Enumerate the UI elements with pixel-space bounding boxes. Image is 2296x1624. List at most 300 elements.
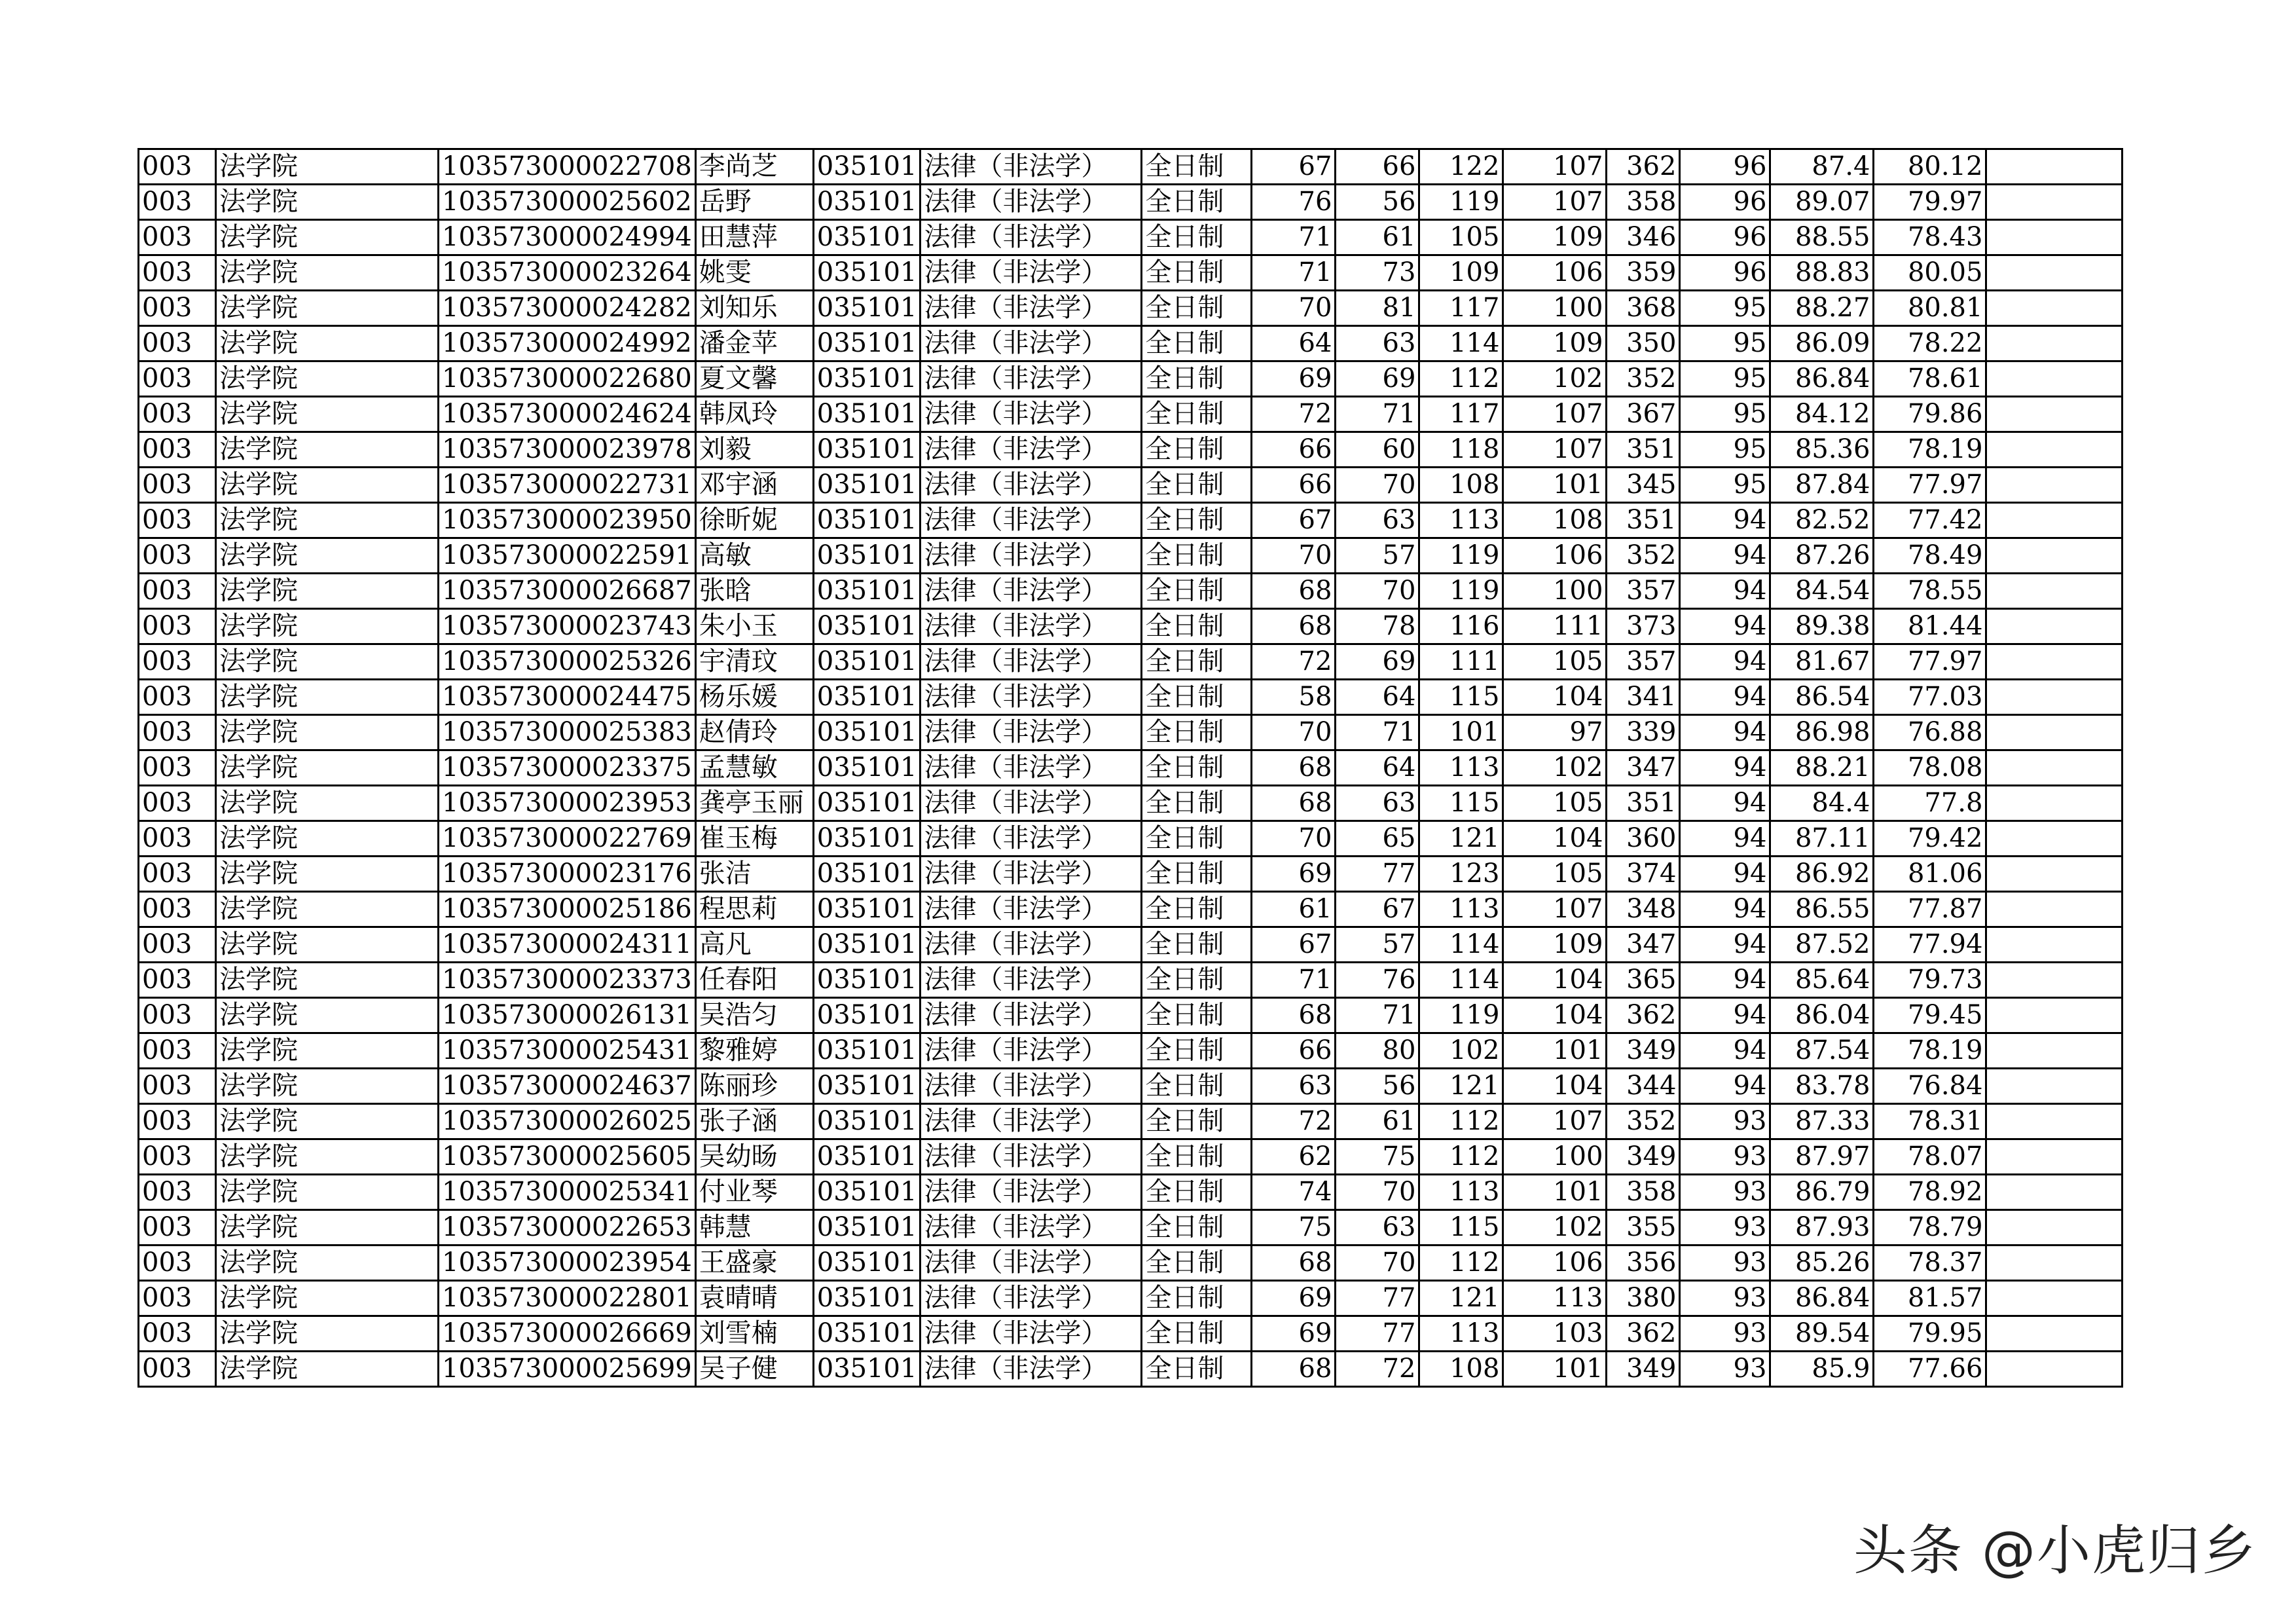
- table-cell: 法学院: [216, 609, 439, 644]
- table-cell: 035101: [813, 680, 920, 715]
- table-cell: 法学院: [216, 715, 439, 750]
- table-cell: 347: [1607, 750, 1680, 786]
- table-cell: 法学院: [216, 821, 439, 857]
- table-cell: 106: [1503, 1246, 1607, 1281]
- table-cell: 103573000022591: [439, 538, 696, 574]
- table-cell: 67: [1252, 927, 1336, 963]
- table-cell-empty: [1986, 1104, 2123, 1139]
- table-cell: 张子涵: [695, 1104, 813, 1139]
- table-cell: 姚雯: [695, 255, 813, 291]
- table-cell: 77.94: [1874, 927, 1986, 963]
- table-cell: 003: [139, 1210, 216, 1246]
- table-row: [139, 1352, 2123, 1387]
- table-cell: 88.83: [1770, 255, 1874, 291]
- table-cell: 93: [1680, 1352, 1770, 1387]
- table-row: [139, 1281, 2123, 1316]
- table-cell: 003: [139, 1281, 216, 1316]
- table-cell-empty: [1986, 1175, 2123, 1210]
- table-cell: 103573000024282: [439, 291, 696, 326]
- table-cell: 69: [1252, 361, 1336, 397]
- table-cell: 法学院: [216, 892, 439, 927]
- table-cell: 035101: [813, 468, 920, 503]
- table-cell: 103573000022801: [439, 1281, 696, 1316]
- table-cell: 102: [1503, 361, 1607, 397]
- table-cell: 119: [1419, 998, 1503, 1033]
- table-cell: 全日制: [1142, 644, 1252, 680]
- table-cell: 70: [1336, 468, 1419, 503]
- table-row: [139, 185, 2123, 220]
- table-cell-empty: [1986, 644, 2123, 680]
- table-cell-empty: [1986, 998, 2123, 1033]
- table-cell: 全日制: [1142, 927, 1252, 963]
- table-cell: 邓宇涵: [695, 468, 813, 503]
- table-row: [139, 1316, 2123, 1352]
- table-row: [139, 786, 2123, 821]
- table-cell: 法学院: [216, 574, 439, 609]
- table-row: [139, 821, 2123, 857]
- table-cell: 72: [1252, 644, 1336, 680]
- table-cell: 035101: [813, 397, 920, 432]
- table-cell: 法学院: [216, 927, 439, 963]
- table-cell: 003: [139, 574, 216, 609]
- table-cell: 035101: [813, 185, 920, 220]
- table-cell: 法律（非法学）: [920, 1352, 1142, 1387]
- table-cell: 035101: [813, 326, 920, 361]
- table-cell-empty: [1986, 255, 2123, 291]
- table-cell: 94: [1680, 927, 1770, 963]
- table-cell: 104: [1503, 1069, 1607, 1104]
- table-cell: 94: [1680, 963, 1770, 998]
- table-cell: 87.11: [1770, 821, 1874, 857]
- table-cell: 法学院: [216, 326, 439, 361]
- table-cell: 108: [1503, 503, 1607, 538]
- table-cell: 法律（非法学）: [920, 468, 1142, 503]
- table-cell: 刘雪楠: [695, 1316, 813, 1352]
- table-cell: 103573000023954: [439, 1246, 696, 1281]
- table-cell: 103573000025383: [439, 715, 696, 750]
- table-cell: 86.54: [1770, 680, 1874, 715]
- table-cell: 84.54: [1770, 574, 1874, 609]
- table-cell: 103573000025699: [439, 1352, 696, 1387]
- table-cell: 全日制: [1142, 149, 1252, 185]
- table-cell: 95: [1680, 361, 1770, 397]
- table-cell: 351: [1607, 432, 1680, 468]
- table-cell: 77.8: [1874, 786, 1986, 821]
- table-cell: 114: [1419, 326, 1503, 361]
- table-cell: 93: [1680, 1139, 1770, 1175]
- table-cell: 62: [1252, 1139, 1336, 1175]
- table-cell: 法学院: [216, 1175, 439, 1210]
- table-cell: 103573000022708: [439, 149, 696, 185]
- table-cell: 035101: [813, 255, 920, 291]
- table-cell: 龚亭玉丽: [695, 786, 813, 821]
- table-cell: 徐昕妮: [695, 503, 813, 538]
- table-cell: 035101: [813, 1033, 920, 1069]
- table-cell: 法律（非法学）: [920, 1281, 1142, 1316]
- table-cell: 79.45: [1874, 998, 1986, 1033]
- table-cell: 003: [139, 255, 216, 291]
- table-cell: 035101: [813, 1104, 920, 1139]
- table-cell: 035101: [813, 821, 920, 857]
- table-cell: 85.9: [1770, 1352, 1874, 1387]
- table-row: [139, 397, 2123, 432]
- table-cell-empty: [1986, 538, 2123, 574]
- table-cell: 法律（非法学）: [920, 503, 1142, 538]
- table-cell: 107: [1503, 1104, 1607, 1139]
- table-cell: 法律（非法学）: [920, 786, 1142, 821]
- table-cell: 003: [139, 998, 216, 1033]
- table-cell: 035101: [813, 609, 920, 644]
- table-cell: 357: [1607, 574, 1680, 609]
- table-cell: 94: [1680, 503, 1770, 538]
- table-cell: 66: [1252, 432, 1336, 468]
- table-cell-empty: [1986, 503, 2123, 538]
- table-row: [139, 1246, 2123, 1281]
- table-cell: 103573000022731: [439, 468, 696, 503]
- table-cell: 81.06: [1874, 857, 1986, 892]
- table-cell: 79.42: [1874, 821, 1986, 857]
- table-cell-empty: [1986, 1033, 2123, 1069]
- table-cell: 85.64: [1770, 963, 1874, 998]
- table-cell: 035101: [813, 291, 920, 326]
- table-cell: 94: [1680, 857, 1770, 892]
- watermark: 头条 @小虎归乡: [1853, 1520, 2257, 1582]
- table-cell: 93: [1680, 1246, 1770, 1281]
- table-cell-empty: [1986, 185, 2123, 220]
- table-cell: 87.33: [1770, 1104, 1874, 1139]
- table-cell: 全日制: [1142, 1210, 1252, 1246]
- table-cell: 87.93: [1770, 1210, 1874, 1246]
- table-cell: 全日制: [1142, 1246, 1252, 1281]
- table-row: [139, 291, 2123, 326]
- table-cell: 349: [1607, 1033, 1680, 1069]
- table-cell: 78.07: [1874, 1139, 1986, 1175]
- table-row: [139, 1033, 2123, 1069]
- table-cell: 101: [1503, 1352, 1607, 1387]
- table-cell: 法学院: [216, 1139, 439, 1175]
- table-cell: 李尚芝: [695, 149, 813, 185]
- table-cell: 法律（非法学）: [920, 927, 1142, 963]
- table-cell: 法律（非法学）: [920, 361, 1142, 397]
- table-cell: 035101: [813, 1281, 920, 1316]
- table-cell: 109: [1419, 255, 1503, 291]
- table-cell-empty: [1986, 149, 2123, 185]
- table-cell: 100: [1503, 574, 1607, 609]
- table-cell: 119: [1419, 574, 1503, 609]
- table-cell: 339: [1607, 715, 1680, 750]
- table-cell: 106: [1503, 538, 1607, 574]
- table-cell: 104: [1503, 821, 1607, 857]
- table-cell: 112: [1419, 1246, 1503, 1281]
- table-cell: 108: [1419, 468, 1503, 503]
- table-cell: 109: [1503, 220, 1607, 255]
- table-cell: 341: [1607, 680, 1680, 715]
- table-cell: 107: [1503, 432, 1607, 468]
- table-cell: 003: [139, 609, 216, 644]
- table-cell: 94: [1680, 609, 1770, 644]
- table-row: [139, 927, 2123, 963]
- table-cell: 346: [1607, 220, 1680, 255]
- table-cell: 56: [1336, 1069, 1419, 1104]
- table-row: [139, 998, 2123, 1033]
- table-cell: 全日制: [1142, 1069, 1252, 1104]
- table-cell-empty: [1986, 291, 2123, 326]
- table-cell: 96: [1680, 220, 1770, 255]
- table-cell: 105: [1503, 644, 1607, 680]
- table-cell: 78.61: [1874, 361, 1986, 397]
- table-cell: 58: [1252, 680, 1336, 715]
- table-cell: 刘毅: [695, 432, 813, 468]
- table-cell: 94: [1680, 574, 1770, 609]
- table-cell: 035101: [813, 1246, 920, 1281]
- table-cell: 88.55: [1770, 220, 1874, 255]
- table-cell: 113: [1503, 1281, 1607, 1316]
- table-cell: 付业琴: [695, 1175, 813, 1210]
- table-cell: 003: [139, 715, 216, 750]
- table-cell: 87.97: [1770, 1139, 1874, 1175]
- table-cell: 035101: [813, 963, 920, 998]
- table-cell-empty: [1986, 927, 2123, 963]
- table-cell-empty: [1986, 1316, 2123, 1352]
- table-cell: 360: [1607, 821, 1680, 857]
- table-cell: 全日制: [1142, 432, 1252, 468]
- table-cell: 任春阳: [695, 963, 813, 998]
- table-cell: 全日制: [1142, 1281, 1252, 1316]
- table-cell: 107: [1503, 892, 1607, 927]
- table-cell: 71: [1336, 715, 1419, 750]
- table-cell: 79.73: [1874, 963, 1986, 998]
- table-cell: 法律（非法学）: [920, 715, 1142, 750]
- table-cell: 法学院: [216, 1352, 439, 1387]
- table-cell: 法学院: [216, 1104, 439, 1139]
- table-cell: 103573000026687: [439, 574, 696, 609]
- table-cell: 全日制: [1142, 609, 1252, 644]
- table-cell: 86.79: [1770, 1175, 1874, 1210]
- table-cell: 63: [1336, 503, 1419, 538]
- table-cell: 003: [139, 857, 216, 892]
- table-cell: 70: [1252, 715, 1336, 750]
- table-cell: 035101: [813, 786, 920, 821]
- table-cell: 115: [1419, 1210, 1503, 1246]
- table-cell: 87.4: [1770, 149, 1874, 185]
- table-cell: 全日制: [1142, 1352, 1252, 1387]
- table-cell: 78.43: [1874, 220, 1986, 255]
- table-cell: 法律（非法学）: [920, 750, 1142, 786]
- table-cell: 全日制: [1142, 1316, 1252, 1352]
- table-cell: 86.84: [1770, 361, 1874, 397]
- table-cell: 黎雅婷: [695, 1033, 813, 1069]
- table-cell: 夏文馨: [695, 361, 813, 397]
- table-cell: 法律（非法学）: [920, 680, 1142, 715]
- table-cell: 68: [1252, 998, 1336, 1033]
- table-cell: 105: [1503, 857, 1607, 892]
- table-cell: 法律（非法学）: [920, 185, 1142, 220]
- table-cell: 035101: [813, 644, 920, 680]
- table-cell: 全日制: [1142, 1175, 1252, 1210]
- table-cell: 87.52: [1770, 927, 1874, 963]
- table-cell: 96: [1680, 255, 1770, 291]
- table-cell: 69: [1252, 1281, 1336, 1316]
- table-cell: 122: [1419, 149, 1503, 185]
- table-cell: 81.57: [1874, 1281, 1986, 1316]
- table-cell: 121: [1419, 1069, 1503, 1104]
- table-cell: 103573000026669: [439, 1316, 696, 1352]
- table-cell: 003: [139, 1033, 216, 1069]
- table-cell: 法律（非法学）: [920, 644, 1142, 680]
- table-cell: 035101: [813, 361, 920, 397]
- table-cell: 104: [1503, 680, 1607, 715]
- table-cell: 64: [1336, 750, 1419, 786]
- table-cell-empty: [1986, 220, 2123, 255]
- table-cell: 95: [1680, 291, 1770, 326]
- table-row: [139, 857, 2123, 892]
- table-cell: 63: [1336, 1210, 1419, 1246]
- table-cell: 112: [1419, 361, 1503, 397]
- table-cell: 358: [1607, 185, 1680, 220]
- table-cell: 94: [1680, 715, 1770, 750]
- table-cell: 86.09: [1770, 326, 1874, 361]
- table-cell: 345: [1607, 468, 1680, 503]
- table-row: [139, 963, 2123, 998]
- table-cell: 75: [1252, 1210, 1336, 1246]
- table-cell: 79.86: [1874, 397, 1986, 432]
- table-cell: 117: [1419, 291, 1503, 326]
- table-cell: 法学院: [216, 963, 439, 998]
- table-cell: 法学院: [216, 680, 439, 715]
- table-cell: 75: [1336, 1139, 1419, 1175]
- table-cell: 95: [1680, 432, 1770, 468]
- table-cell: 全日制: [1142, 468, 1252, 503]
- table-cell: 64: [1336, 680, 1419, 715]
- table-cell: 法律（非法学）: [920, 255, 1142, 291]
- table-cell: 003: [139, 291, 216, 326]
- table-cell: 法律（非法学）: [920, 821, 1142, 857]
- table-cell: 003: [139, 1246, 216, 1281]
- table-cell: 法律（非法学）: [920, 963, 1142, 998]
- table-cell: 035101: [813, 998, 920, 1033]
- table-cell-empty: [1986, 1210, 2123, 1246]
- table-cell: 117: [1419, 397, 1503, 432]
- table-cell: 78.49: [1874, 538, 1986, 574]
- table-cell: 68: [1252, 609, 1336, 644]
- table-cell: 法学院: [216, 1246, 439, 1281]
- table-cell: 108: [1419, 1352, 1503, 1387]
- table-cell-empty: [1986, 432, 2123, 468]
- table-row: [139, 892, 2123, 927]
- table-cell: 86.92: [1770, 857, 1874, 892]
- table-cell: 94: [1680, 680, 1770, 715]
- table-cell-empty: [1986, 963, 2123, 998]
- table-cell: 57: [1336, 538, 1419, 574]
- table-cell: 88.27: [1770, 291, 1874, 326]
- table-cell: 张晗: [695, 574, 813, 609]
- table-cell: 全日制: [1142, 503, 1252, 538]
- table-cell: 法律（非法学）: [920, 1139, 1142, 1175]
- table-cell: 103573000024624: [439, 397, 696, 432]
- table-cell: 78.55: [1874, 574, 1986, 609]
- table-cell: 103573000023743: [439, 609, 696, 644]
- table-cell-empty: [1986, 715, 2123, 750]
- table-cell: 法律（非法学）: [920, 1210, 1142, 1246]
- table-cell: 106: [1503, 255, 1607, 291]
- table-cell: 100: [1503, 291, 1607, 326]
- table-cell: 101: [1503, 468, 1607, 503]
- table-cell: 359: [1607, 255, 1680, 291]
- table-cell: 362: [1607, 149, 1680, 185]
- table-cell: 003: [139, 680, 216, 715]
- table-cell: 350: [1607, 326, 1680, 361]
- table-cell: 法学院: [216, 432, 439, 468]
- table-cell: 法律（非法学）: [920, 149, 1142, 185]
- table-cell: 121: [1419, 821, 1503, 857]
- table-cell: 78.19: [1874, 432, 1986, 468]
- table-cell: 全日制: [1142, 1104, 1252, 1139]
- table-cell: 84.12: [1770, 397, 1874, 432]
- table-cell: 61: [1252, 892, 1336, 927]
- table-cell: 全日制: [1142, 821, 1252, 857]
- table-cell: 103573000023950: [439, 503, 696, 538]
- table-cell: 94: [1680, 1069, 1770, 1104]
- table-cell: 003: [139, 432, 216, 468]
- table-cell: 114: [1419, 963, 1503, 998]
- table-cell: 70: [1252, 538, 1336, 574]
- table-cell: 349: [1607, 1139, 1680, 1175]
- table-cell: 69: [1336, 361, 1419, 397]
- table-cell: 123: [1419, 857, 1503, 892]
- table-cell: 035101: [813, 927, 920, 963]
- table-cell: 93: [1680, 1210, 1770, 1246]
- table-row: [139, 1069, 2123, 1104]
- table-cell: 035101: [813, 892, 920, 927]
- table-row: [139, 361, 2123, 397]
- table-cell-empty: [1986, 892, 2123, 927]
- table-cell: 法学院: [216, 857, 439, 892]
- table-cell: 347: [1607, 927, 1680, 963]
- table-cell: 68: [1252, 786, 1336, 821]
- table-cell: 79.97: [1874, 185, 1986, 220]
- table-cell: 93: [1680, 1175, 1770, 1210]
- table-row: [139, 1210, 2123, 1246]
- table-cell: 67: [1252, 503, 1336, 538]
- table-cell-empty: [1986, 821, 2123, 857]
- table-cell: 杨乐媛: [695, 680, 813, 715]
- table-cell: 103573000025326: [439, 644, 696, 680]
- table-row: [139, 326, 2123, 361]
- table-cell: 86.84: [1770, 1281, 1874, 1316]
- table-cell: 全日制: [1142, 538, 1252, 574]
- table-cell: 法学院: [216, 185, 439, 220]
- table-cell: 003: [139, 503, 216, 538]
- table-cell-empty: [1986, 361, 2123, 397]
- table-cell-empty: [1986, 1069, 2123, 1104]
- table-cell: 全日制: [1142, 185, 1252, 220]
- table-cell: 72: [1336, 1352, 1419, 1387]
- table-cell: 111: [1503, 609, 1607, 644]
- table-cell: 法学院: [216, 644, 439, 680]
- table-cell: 95: [1680, 397, 1770, 432]
- table-cell: 全日制: [1142, 326, 1252, 361]
- table-cell: 112: [1419, 1104, 1503, 1139]
- table-cell: 035101: [813, 574, 920, 609]
- table-cell: 法学院: [216, 750, 439, 786]
- table-cell-empty: [1986, 786, 2123, 821]
- table-cell: 103573000025605: [439, 1139, 696, 1175]
- table-cell: 96: [1680, 185, 1770, 220]
- table-cell: 79.95: [1874, 1316, 1986, 1352]
- table-row: [139, 255, 2123, 291]
- table-cell: 全日制: [1142, 397, 1252, 432]
- table-cell: 103573000024994: [439, 220, 696, 255]
